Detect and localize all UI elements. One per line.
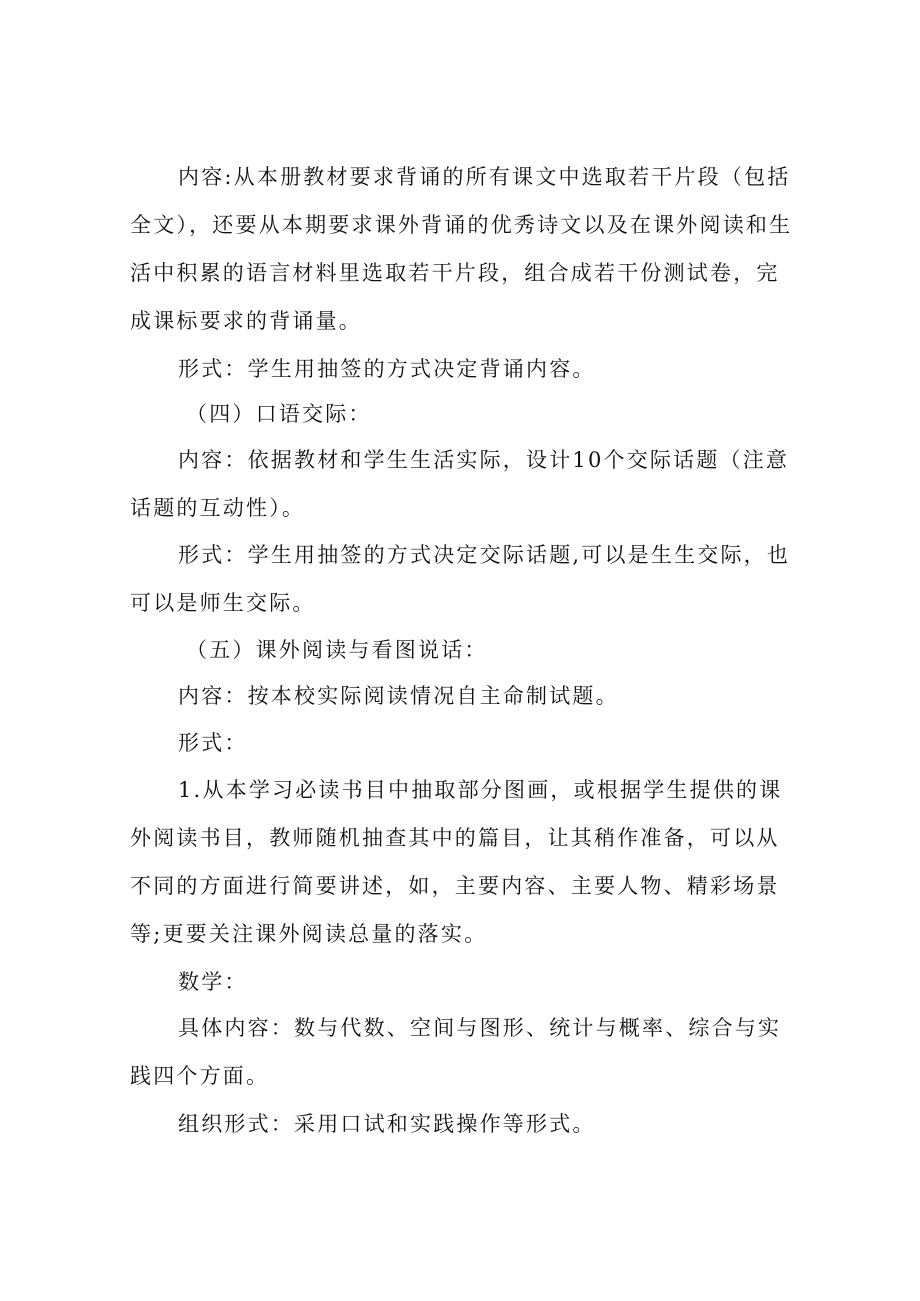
section-heading-extracurricular-reading: （五）课外阅读与看图说话： (186, 638, 488, 662)
section-heading-math: 数学： (178, 970, 248, 994)
paragraph-math-form: 组织形式：采用口试和实践操作等形式。 (178, 1112, 596, 1136)
paragraph-oral-content: 内容：依据教材和学生生活实际，设计10个交际话题（注意话题的互动性）。 (130, 448, 790, 520)
paragraph-math-content: 具体内容：数与代数、空间与图形、统计与概率、综合与实践四个方面。 (130, 1016, 782, 1088)
paragraph-reading-form-label: 形式： (178, 731, 248, 755)
section-heading-oral-communication: （四）口语交际： (186, 402, 372, 426)
paragraph-recitation-form: 形式：学生用抽签的方式决定背诵内容。 (178, 357, 596, 381)
paragraph-recitation-content: 内容:从本册教材要求背诵的所有课文中选取若干片段（包括全文），还要从本期要求课外背诵的优秀诗文以及在课外阅读和生活中积累的语言材料里选取若干片段，组合成若干份测试卷，完成课标要求的背诵量。 (130, 165, 793, 333)
paragraph-reading-content: 内容：按本校实际阅读情况自主命制试题。 (178, 684, 619, 708)
paragraph-reading-form-item-1: 1.从本学习必读书目中抽取部分图画，或根据学生提供的课外阅读书目，教师随机抽查其中的篇目，让其稍作准备，可以从不同的方面进行简要讲述，如，主要内容、主要人物、精彩场景等;更要关注课外阅读总量的落实。 (130, 778, 783, 946)
paragraph-oral-form: 形式：学生用抽签的方式决定交际话题,可以是生生交际，也可以是师生交际。 (130, 543, 791, 615)
